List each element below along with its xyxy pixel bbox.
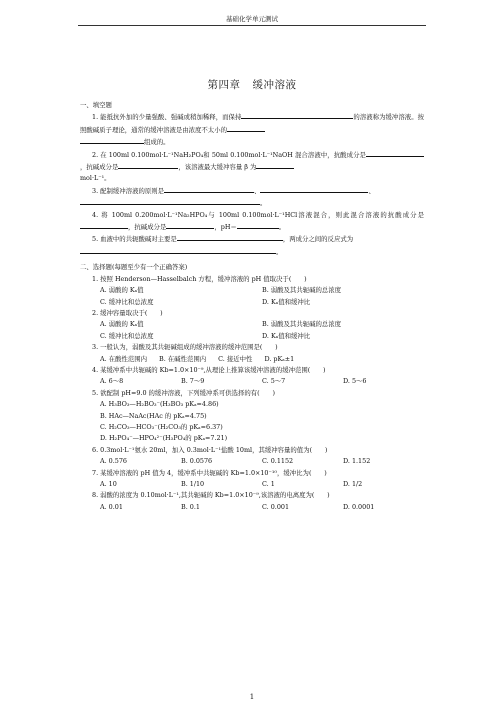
choice-option[interactable]: A. 0.576 xyxy=(100,457,127,466)
choice-option[interactable]: A. H₃BO₃—H₂BO₃⁻(H₃BO₃ pKₐ=4.86) xyxy=(100,400,219,409)
choice-options xyxy=(80,285,424,308)
choice-option[interactable]: D. 0.0001 xyxy=(343,502,375,511)
choice-question-8: 8. 弱酸的浓度为 0.10mol·L⁻¹,其共轭碱的 Kb=1.0×10⁻⁹,该溶液的电离度为( ) xyxy=(92,491,330,500)
fill-question-4: 4. 将 100ml 0.200mol·L⁻¹Na₂HPO₄与 100ml 0.100mol·L⁻¹HCl溶液混合，则此混合溶液的抗酸成分是，抗碱成分是 ，pH＝ 。 xyxy=(80,210,424,234)
choice-option[interactable]: B. 在碱性范围内 xyxy=(159,354,207,363)
answer-blank[interactable] xyxy=(80,221,128,229)
choice-option[interactable]: B. 7～9 xyxy=(181,377,205,386)
answer-blank[interactable] xyxy=(237,221,279,229)
choice-option[interactable]: C. 1 xyxy=(262,480,275,488)
fill-question-1: 1. 能抵抗外加的少量强酸、强碱或稍加稀释，而保持 的溶液称为缓冲溶液。按照酸碱质子理论，通常的缓冲溶液是由浓度不太小的 组成的。 xyxy=(80,113,425,147)
choice-question-7: 7. 某缓冲溶液的 pH 值为 4，缓冲系中共轭碱的 Kb=1.0×10⁻¹⁰，缓冲比为( ) xyxy=(92,468,327,477)
header-rule xyxy=(78,25,426,26)
choice-question-6: 6. 0.3mol·L⁻¹氨水 20ml，加入 0.3mol·L⁻¹盐酸 10ml，其缓冲容量的值为( ) xyxy=(92,445,328,454)
choice-options xyxy=(80,456,424,467)
choice-option[interactable]: A. 10 xyxy=(100,480,117,488)
document-body xyxy=(80,100,424,513)
answer-blank[interactable] xyxy=(166,221,214,229)
answer-blank[interactable] xyxy=(241,111,353,119)
choice-option[interactable]: D. H₂PO₄⁻—HPO₄²⁻(H₃PO₄的 pKₐ=7.21) xyxy=(100,434,228,443)
choice-options xyxy=(80,354,424,365)
choice-option[interactable]: B. 1/10 xyxy=(181,480,205,488)
choice-question-4: 4. 某缓冲系中共轭碱的 Kb=1.0×10⁻⁹,从理论上推算该缓冲溶液的缓冲范围( ) xyxy=(92,365,326,374)
choice-option[interactable]: C. 0.001 xyxy=(262,502,290,511)
choice-option[interactable]: C. 接近中性 xyxy=(218,354,253,363)
choice-question-2: 2. 缓冲容量取决于( ) xyxy=(92,308,163,317)
section-choice-heading: 二、选择题(每题至少有一个正确答案) xyxy=(80,263,188,272)
choice-option[interactable]: D. Kₐ值和缓冲比 xyxy=(262,297,311,306)
chapter-label: 第四章 xyxy=(207,79,241,91)
choice-option[interactable]: C. H₂CO₃—HCO₃⁻(H₂CO₃的 pKₐ=6.37) xyxy=(100,422,223,431)
choice-options xyxy=(80,502,424,513)
choice-list xyxy=(80,274,424,514)
choice-question-1: 1. 按照 Henderson—Hasselbalch 方程，缓冲溶液的 pH 值取决于( ) xyxy=(92,274,307,283)
choice-option[interactable]: A. 弱酸的 Kₐ值 xyxy=(100,286,144,295)
choice-option[interactable]: D. 5～6 xyxy=(343,377,367,386)
choice-question-3: 3. 一般认为，弱酸及其共轭碱组成的缓冲溶液的缓冲范围是( ) xyxy=(92,343,278,352)
answer-blank[interactable] xyxy=(256,161,294,169)
answer-blank[interactable] xyxy=(177,233,283,241)
page-title xyxy=(0,77,504,92)
answer-blank[interactable] xyxy=(366,149,424,157)
choice-options xyxy=(80,479,424,490)
choice-option[interactable]: B. 弱酸及其共轭碱的总浓度 xyxy=(262,320,342,329)
page-header: 基础化学单元测试 xyxy=(226,15,278,23)
choice-option[interactable]: C. 5～7 xyxy=(262,377,286,386)
choice-option[interactable]: D. Kₐ值和缓冲比 xyxy=(262,331,311,340)
choice-option[interactable]: D. 1/2 xyxy=(343,480,363,488)
choice-option[interactable]: B. 弱酸及其共轭碱的总浓度 xyxy=(262,286,342,295)
fill-question-2: 2. 在 100ml 0.100mol·L⁻¹NaH₂PO₄和 50ml 0.100mol·L⁻¹NaOH 混合溶液中，抗酸成分是，抗碱成分是 ，该溶液最大缓冲容量 β 为 mol·L⁻¹。 xyxy=(80,149,424,185)
chapter-name: 缓冲溶液 xyxy=(252,79,297,91)
fill-question-3: 3. 配制缓冲溶液的原则是 、 、 。 xyxy=(80,185,424,210)
choice-option[interactable]: C. 缓冲比和总浓度 xyxy=(100,331,154,340)
choice-option[interactable]: C. 0.1152 xyxy=(262,457,294,466)
choice-option[interactable]: A. 在酸性范围内 xyxy=(100,354,148,363)
page-number: 1 xyxy=(249,693,255,701)
answer-blank[interactable] xyxy=(80,246,276,254)
choice-options xyxy=(80,376,424,387)
answer-blank[interactable] xyxy=(80,197,260,205)
choice-options xyxy=(80,319,424,342)
choice-option[interactable]: D. 1.152 xyxy=(343,457,371,466)
choice-question-5: 5. 欲配制 pH=9.0 的缓冲溶液，下列缓冲系可供选择的有( ) xyxy=(92,388,275,397)
choice-option[interactable]: D. pKₐ±1 xyxy=(264,354,295,363)
answer-blank[interactable] xyxy=(164,185,254,193)
choice-option[interactable]: B. HAc—NaAc(HAc 的 pKₐ=4.75) xyxy=(100,411,207,420)
answer-blank[interactable] xyxy=(260,185,368,193)
choice-option[interactable]: A. 弱酸的 Kₐ值 xyxy=(100,320,144,329)
fill-question-5: 5. 血液中的共轭酸碱对主要是 ，两成分之间的反应式为 。 xyxy=(80,233,424,258)
answer-blank[interactable] xyxy=(80,136,144,144)
choice-option[interactable]: B. 0.0576 xyxy=(181,457,213,466)
choice-option[interactable]: A. 6～8 xyxy=(100,377,124,386)
section-fill-heading: 一、填空题 xyxy=(80,101,112,109)
choice-option[interactable]: B. 0.1 xyxy=(181,502,200,511)
answer-blank[interactable] xyxy=(118,161,178,169)
choice-option[interactable]: A. 0.01 xyxy=(100,502,123,511)
choice-option[interactable]: C. 缓冲比和总浓度 xyxy=(100,297,154,306)
answer-blank[interactable] xyxy=(227,124,265,132)
